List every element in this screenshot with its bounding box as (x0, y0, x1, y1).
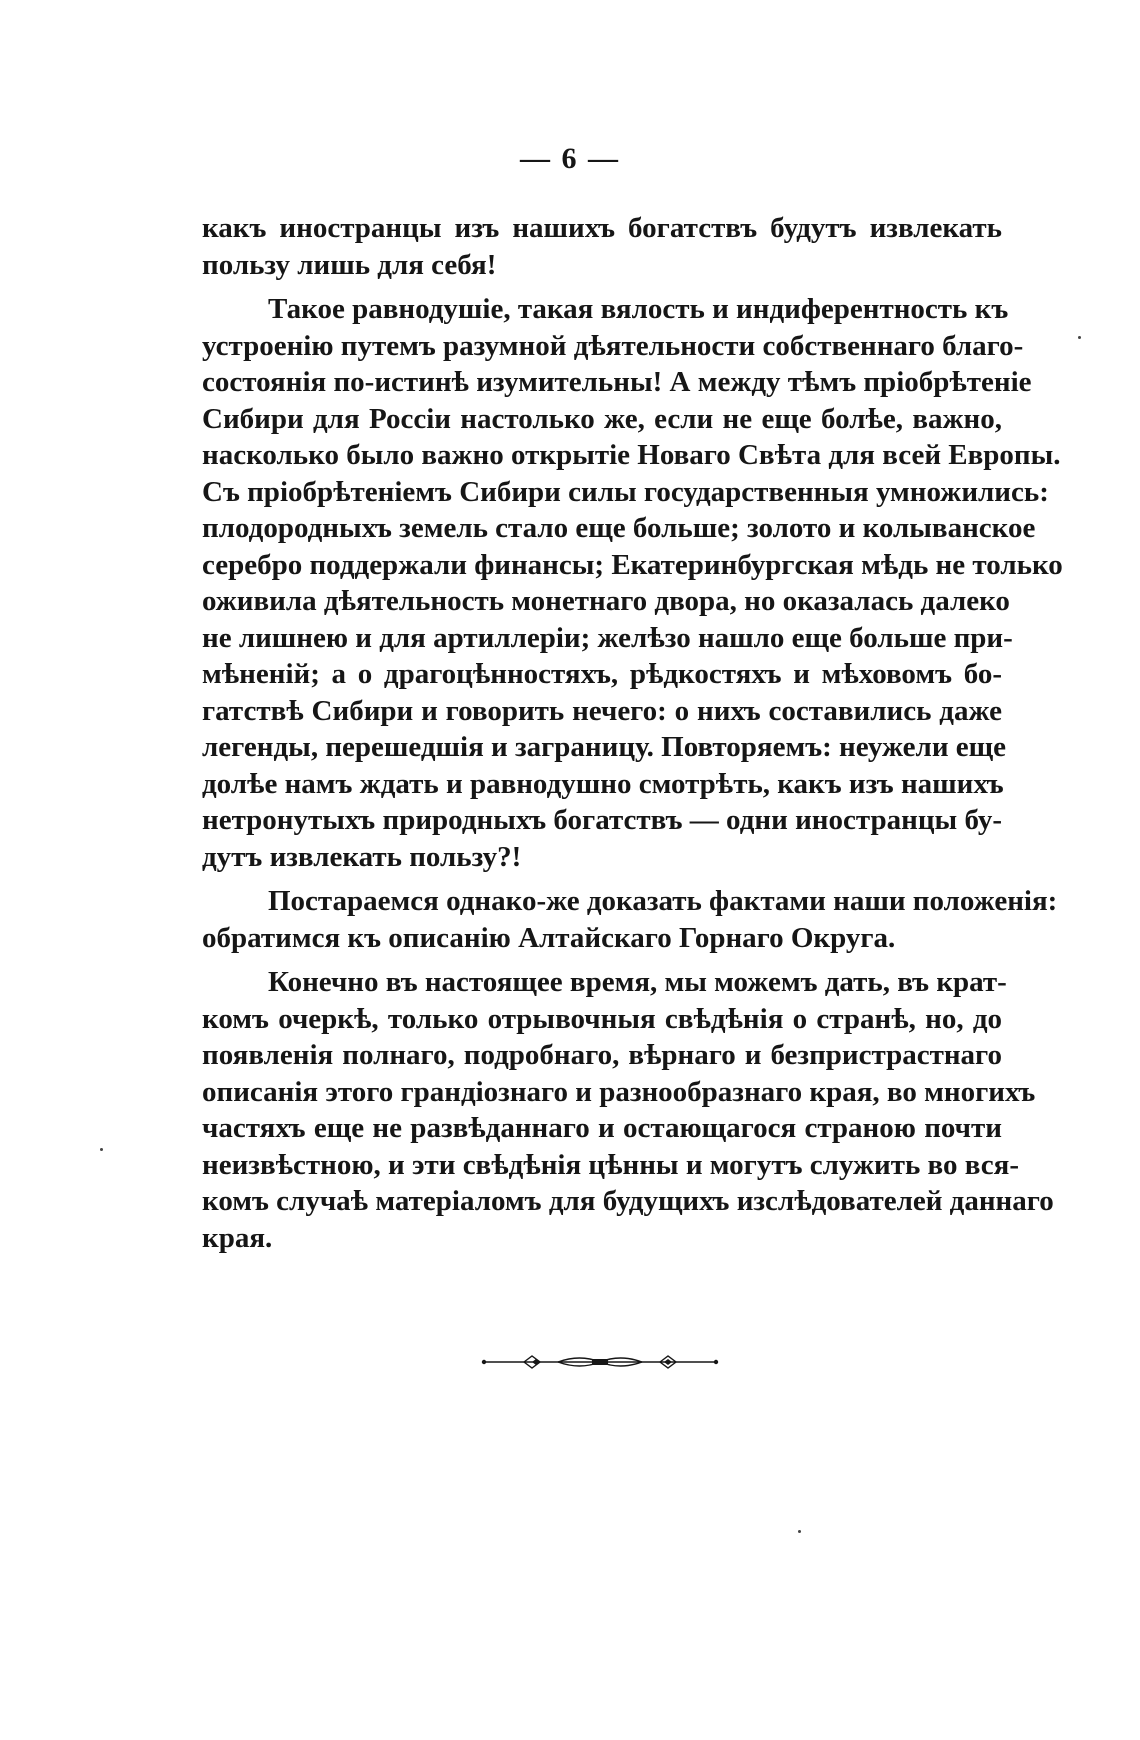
text-line: описанія этого грандіознаго и разнообразнаго края, во многихъ (202, 1075, 1036, 1108)
decorative-divider (480, 1350, 720, 1374)
text-line: обратимся къ описанію Алтайскаго Горнаго Округа. (202, 921, 896, 954)
paragraph (202, 291, 1063, 875)
text-line: состоянія по-истинѣ изумительны! А между тѣмъ пріобрѣтеніе (202, 366, 1032, 398)
text-line: дутъ извлекать пользу?! (202, 840, 522, 873)
text-line: легенды, перешедшія и заграницу. Повторяемъ: неужели еще (202, 731, 1006, 763)
text-line: Постараемся однако-же доказать фактами наши положенія: (268, 885, 1058, 917)
text-line: не лишнею и для артиллеріи; желѣзо нашло еще больше при- (202, 621, 1013, 654)
text-line: насколько было важно открытіе Новаго Свѣта для всей Европы. (202, 439, 1061, 471)
text-line: какъ иностранцы изъ нашихъ богатствъ будутъ извлекать (202, 212, 1002, 244)
page-number: — 6 — (520, 142, 620, 175)
text-line: устроенію путемъ разумной дѣятельности собственнаго благо- (202, 329, 1024, 362)
text-line: неизвѣстною, и эти свѣдѣнія цѣнны и могутъ служить во вся- (202, 1148, 1019, 1181)
text-line: долѣе намъ ждать и равнодушно смотрѣть, какъ изъ нашихъ (202, 767, 1004, 800)
paragraph-gap (202, 956, 1002, 964)
text-line: Конечно въ настоящее время, мы можемъ дать, въ крат- (268, 966, 1007, 998)
text-line: края. (202, 1221, 273, 1254)
text-line: нетронутыхъ природныхъ богатствъ — одни иностранцы бу- (202, 804, 1002, 836)
text-line: пользу лишь для себя! (202, 248, 497, 281)
print-speck (1078, 336, 1081, 339)
text-line: появленія полнаго, подробнаго, вѣрнаго и безпристрастнаго (202, 1039, 1002, 1071)
text-line: комъ случаѣ матеріаломъ для будущихъ изслѣдователей даннаго (202, 1185, 1054, 1217)
paragraph (202, 883, 1058, 956)
print-speck (798, 1530, 801, 1533)
text-line: гатствѣ Сибири и говорить нечего: о нихъ составились даже (202, 694, 1002, 727)
text-line: частяхъ еще не развѣданнаго и остающагося страною почти (202, 1112, 1002, 1144)
paragraph (202, 210, 1002, 283)
paragraph-gap (202, 283, 1002, 291)
text-line: Такое равнодушіе, такая вялость и индиферентность къ (268, 293, 1009, 325)
text-line: плодородныхъ земель стало еще больше; золото и колыванское (202, 512, 1036, 544)
paragraph (202, 964, 1054, 1256)
body-text (202, 210, 1063, 1256)
paragraph-gap (202, 875, 1002, 883)
print-speck (100, 1148, 103, 1151)
text-line: Съ пріобрѣтеніемъ Сибири силы государственныя умножились: (202, 475, 1049, 508)
text-line: оживила дѣятельность монетнаго двора, но оказалась далеко (202, 585, 1010, 617)
text-line: серебро поддержали финансы; Екатеринбургская мѣдь не только (202, 548, 1063, 581)
text-line: комъ очеркѣ, только отрывочныя свѣдѣнія о странѣ, но, до (202, 1002, 1002, 1035)
text-line: мѣненій; а о драгоцѣнностяхъ, рѣдкостяхъ и мѣховомъ бо- (202, 658, 1002, 690)
text-line: Сибири для Россіи настолько же, если не еще болѣе, важно, (202, 402, 1002, 435)
